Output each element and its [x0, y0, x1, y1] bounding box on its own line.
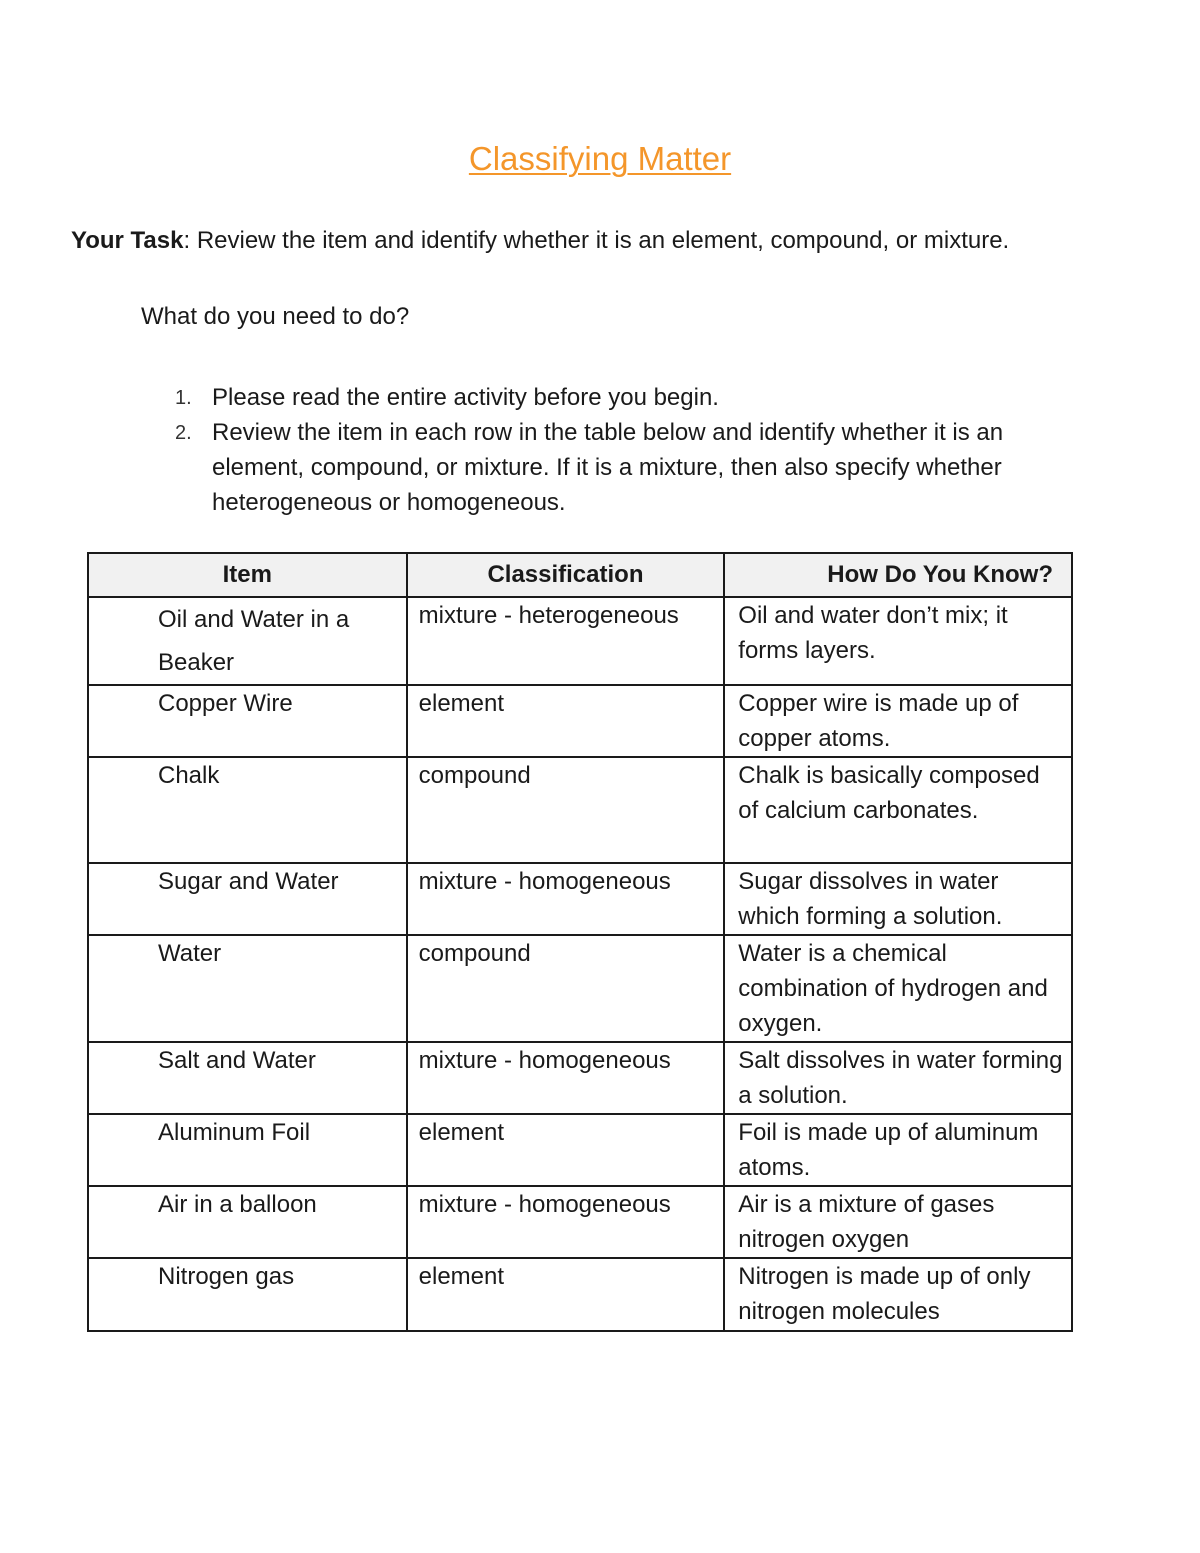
cell-item: Salt and Water	[88, 1042, 407, 1114]
task-instructions	[71, 226, 1171, 256]
step-text: Please read the entire activity before you begin.	[212, 384, 719, 411]
cell-item: Nitrogen gas	[88, 1258, 407, 1331]
table-row	[88, 597, 1072, 685]
cell-classification: mixture - homogeneous	[407, 863, 725, 935]
table-row	[88, 1114, 1072, 1186]
cell-item: Oil and Water in a Beaker	[88, 597, 407, 685]
table-row	[88, 1042, 1072, 1114]
table-row	[88, 685, 1072, 757]
table-row	[88, 1258, 1072, 1331]
task-text: : Review the item and identify whether it is an element, compound, or mixture.	[183, 227, 1010, 254]
header-how-do-you-know: How Do You Know?	[724, 553, 1072, 597]
cell-reason: Salt dissolves in water forming a solution.	[724, 1042, 1072, 1114]
steps-list	[0, 380, 1200, 520]
header-classification: Classification	[407, 553, 725, 597]
cell-classification: element	[407, 685, 725, 757]
table-row	[88, 757, 1072, 863]
cell-classification: compound	[407, 935, 725, 1042]
step-item	[0, 380, 1072, 415]
cell-reason: Copper wire is made up of copper atoms.	[724, 685, 1072, 757]
cell-reason: Oil and water don’t mix; it forms layers.	[724, 597, 1072, 685]
table-row	[88, 1186, 1072, 1258]
task-label: Your Task	[71, 227, 184, 254]
cell-item: Aluminum Foil	[88, 1114, 407, 1186]
page-title: Classifying Matter	[468, 140, 732, 177]
cell-item: Chalk	[88, 757, 407, 863]
table-header-row	[88, 553, 1072, 597]
cell-reason: Foil is made up of aluminum atoms.	[724, 1114, 1072, 1186]
cell-reason: Air is a mixture of gases nitrogen oxygen	[724, 1186, 1072, 1258]
cell-classification: mixture - heterogeneous	[407, 597, 725, 685]
step-item	[0, 415, 1072, 520]
step-number: 1.	[175, 387, 192, 409]
cell-reason: Nitrogen is made up of only nitrogen molecules	[724, 1258, 1072, 1331]
cell-classification: mixture - homogeneous	[407, 1042, 725, 1114]
cell-item: Copper Wire	[88, 685, 407, 757]
cell-item: Air in a balloon	[88, 1186, 407, 1258]
cell-reason: Chalk is basically composed of calcium carbonates.	[724, 757, 1072, 863]
header-item: Item	[88, 553, 407, 597]
table-row	[88, 863, 1072, 935]
cell-classification: compound	[407, 757, 725, 863]
step-text: Review the item in each row in the table below and identify whether it is an element, compound, or mixture. If it is a mixture, then also specify whether heterogeneous or homogeneous.	[212, 419, 1004, 516]
cell-classification: element	[407, 1114, 725, 1186]
section-subheading: What do you need to do?	[141, 303, 410, 330]
table-row	[88, 935, 1072, 1042]
cell-item: Sugar and Water	[88, 863, 407, 935]
cell-classification: element	[407, 1258, 725, 1331]
cell-item: Water	[88, 935, 407, 1042]
cell-reason: Sugar dissolves in water which forming a solution.	[724, 863, 1072, 935]
classification-table	[87, 552, 1073, 1332]
cell-classification: mixture - homogeneous	[407, 1186, 725, 1258]
step-number: 2.	[175, 422, 192, 444]
cell-reason: Water is a chemical combination of hydrogen and oxygen.	[724, 935, 1072, 1042]
